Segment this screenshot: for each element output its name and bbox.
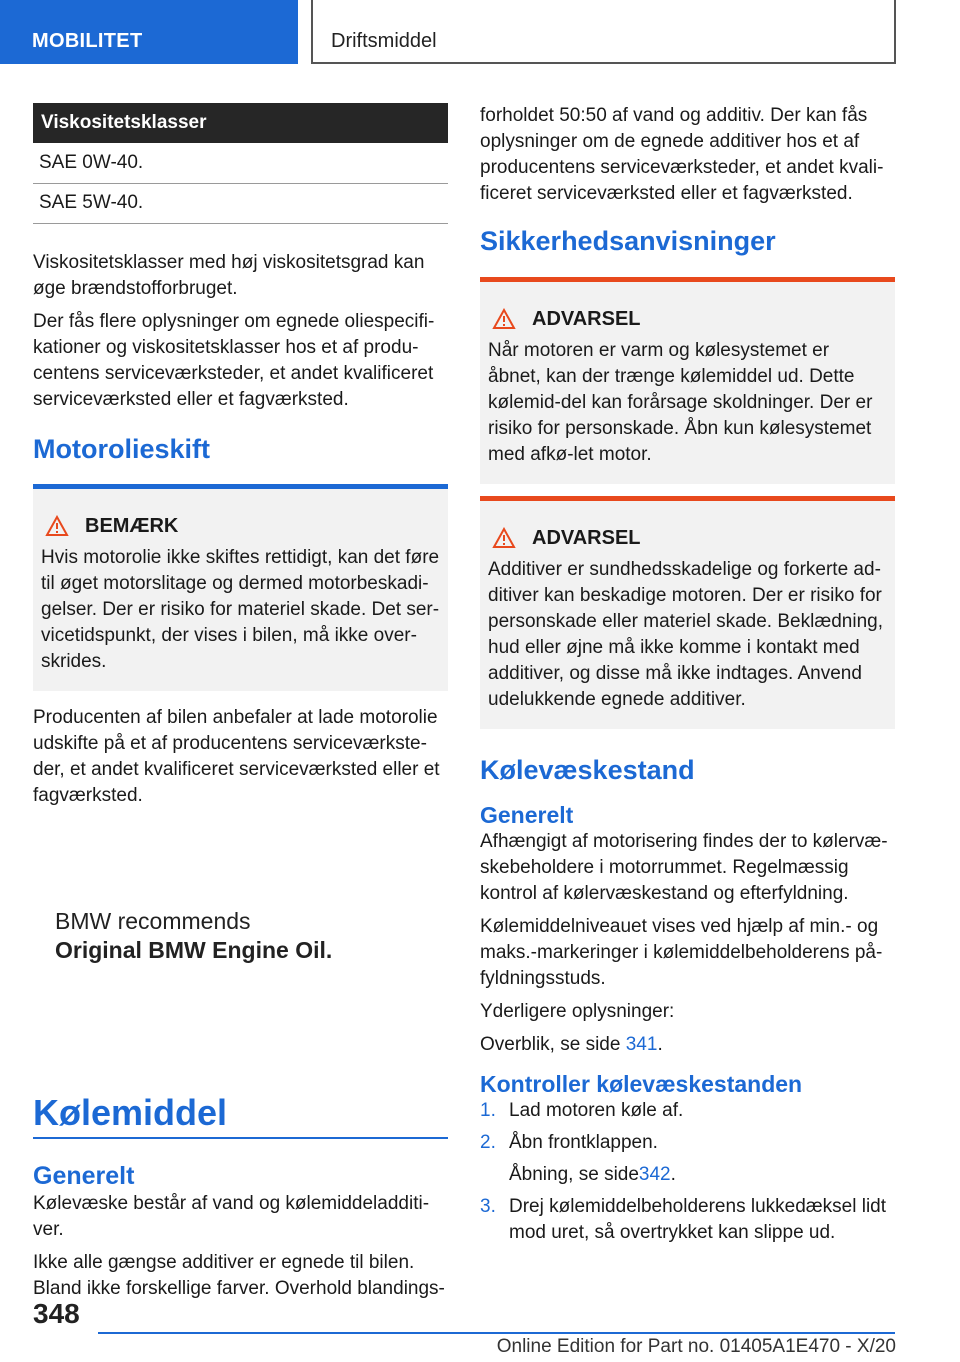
chapter-title: Driftsmiddel	[311, 0, 896, 64]
subsection-heading: Generelt	[480, 802, 574, 828]
bmw-engine-oil-line: Original BMW Engine Oil.	[55, 936, 333, 963]
warning-triangle-icon	[492, 308, 516, 330]
warning-triangle-icon	[492, 527, 516, 549]
paragraph: Ikke alle gængse additiver er egnede til bilen. Bland ikke forskellige farver. Overhold blandings-	[33, 1251, 445, 1299]
table-cell: SAE 5W-40.	[33, 183, 448, 223]
table-header: Viskositetsklasser	[33, 103, 448, 143]
warning-title: ADVARSEL	[532, 527, 641, 549]
warning-box	[480, 496, 895, 729]
table-cell: SAE 0W-40.	[33, 143, 448, 183]
paragraph: Kølemiddelniveauet vises ved hjælp af min.- og maks.-markeringer i kølemiddelbeholderens på-fyldningsstuds.	[480, 916, 883, 989]
subsection-heading: Generelt	[33, 1161, 135, 1190]
warning-box	[480, 277, 895, 484]
paragraph: Overblik, se side 341.	[480, 1034, 663, 1055]
bmw-recommends-line: BMW recommends	[55, 907, 251, 934]
viscosity-table	[33, 103, 448, 224]
steps-list	[480, 1098, 895, 1246]
page-header	[0, 0, 960, 66]
paragraph: forholdet 50:50 af vand og additiv. Der kan fås oplysninger om de egnede additiver hos et af producentens serviceværksteder, et andet kvali-ficeret serviceværksted eller et fagværksted.	[480, 105, 884, 204]
paragraph: Kølevæske består af vand og kølemiddeladditi-ver.	[33, 1192, 430, 1240]
paragraph: Viskositetsklasser med høj viskositetsgrad kan øge brændstofforbruget.	[33, 251, 425, 299]
edition-note: Online Edition for Part no. 01405A1E470 - X/20	[496, 1336, 896, 1357]
list-item: 1. Lad motoren køle af.	[480, 1100, 684, 1121]
section-heading: Kølevæskestand	[480, 755, 695, 785]
table-row	[33, 183, 448, 223]
bmw-recommendation-logo	[55, 907, 448, 965]
paragraph: Producenten af bilen anbefaler at lade motorolie udskifte på et af producentens serviceværkste-der, et andet kvalificeret serviceværksted eller et fagværksted.	[33, 706, 440, 806]
page-link-341[interactable]: 341	[625, 1034, 658, 1055]
warning-body: Når motoren er varm og kølesystemet er åbnet, kan der trænge kølemiddel ud. Dette kølemid-del kan forårsage skoldninger. Der er risiko for personskade. Åbn kun kølesystemet med afkø-let motor.	[488, 340, 873, 465]
section-heading: Sikkerhedsanvisninger	[480, 226, 776, 256]
warning-body: Additiver er sundhedsskadelige og forkerte ad-ditiver kan beskadige motoren. Der er risiko for personskade eller materiel skade. Beklædning, hud eller øjne må ikke komme i kontakt med additiver, og disse må ikke indtages. Anvend udelukkende egnede additiver.	[488, 559, 883, 710]
left-column	[33, 103, 448, 1309]
chapter-divider	[33, 1137, 448, 1139]
list-item: 3. Drej kølemiddelbeholderens lukkedæksel lidt mod uret, så overtrykket kan slippe ud.	[480, 1196, 887, 1243]
right-column	[480, 103, 895, 1252]
footer-divider	[98, 1332, 895, 1334]
warning-triangle-icon	[45, 515, 69, 537]
list-item: 2. Åbn frontklappen. Åbning, se side342.	[480, 1132, 676, 1185]
paragraph: Der fås flere oplysninger om egnede oliespecifi-kationer og viskositetsklasser hos et af produ-centens serviceværksteder, et andet kvalificeret serviceværksted eller et fagværksted.	[33, 310, 435, 410]
note-box	[33, 484, 448, 691]
note-body: Hvis motorolie ikke skiftes rettidigt, kan det føre til øget motorslitage og dermed motorbeskadi-gelser. Der er risiko for materiel skade. Det ser-vicetidspunkt, der vises i bilen, må ikke over-skrides.	[41, 546, 440, 672]
note-title: BEMÆRK	[85, 514, 179, 537]
section-heading: Motorolieskift	[33, 433, 211, 464]
page-link-342[interactable]: 342	[638, 1164, 671, 1185]
subsection-heading: Kontroller kølevæskestanden	[480, 1071, 803, 1097]
paragraph: Yderligere oplysninger:	[480, 1001, 675, 1022]
page-number: 348	[33, 1298, 80, 1329]
chapter-heading: Kølemiddel	[33, 1091, 228, 1133]
warning-title: ADVARSEL	[532, 308, 641, 330]
table-row	[33, 143, 448, 183]
paragraph: Afhængigt af motorisering findes der to kølervæ-skebeholdere i motorrummet. Regelmæssig kontrol af kølervæskestand og efterfyldning.	[480, 831, 888, 904]
section-tab[interactable]: MOBILITET	[0, 0, 298, 64]
